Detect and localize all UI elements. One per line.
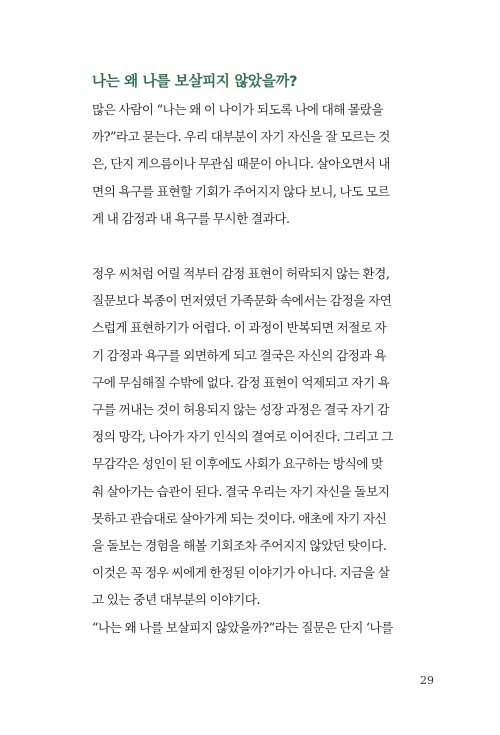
text-line: 많은 사람이 “나는 왜 이 나이가 되도록 나에 대해 몰랐을 [92, 102, 384, 117]
text-line: 춰 살아가는 습관이 된다. 결국 우리는 자기 자신을 돌보지 [92, 483, 390, 499]
text-line: 무감각은 성인이 된 이후에도 사회가 요구하는 방식에 맞 [92, 456, 383, 472]
text-line: 이것은 꼭 정우 씨에게 한정된 이야기가 아니다. 지금을 살 [92, 565, 390, 581]
text-line: 을 돌보는 경험을 해볼 기회조차 주어지지 않았던 탓이다. [92, 538, 387, 554]
text-line: 구에 무심해질 수밖에 없다. 감정 표현이 억제되고 자기 욕 [92, 374, 390, 390]
text-line: 은, 단지 게으름이나 무관심 때문이 아니다. 살아오면서 내 [92, 156, 390, 172]
paragraph-2 [92, 260, 437, 641]
text-line: 스럽게 표현하기가 어렵다. 이 과정이 반복되면 저절로 자 [92, 320, 387, 336]
text-line: “나는 왜 나를 보살피지 않았을까?”라는 질문은 단지 ‘나를 [92, 619, 393, 635]
text-line: 정우 씨처럼 어릴 적부터 감정 표현이 허락되지 않는 환경, [92, 266, 390, 281]
section-heading: 나는 왜 나를 보살피지 않았을까? [92, 74, 298, 90]
page-number: 29 [420, 674, 434, 687]
text-line: 질문보다 복종이 먼저였던 가족문화 속에서는 감정을 자연 [92, 293, 392, 309]
paragraph-1 [92, 96, 437, 232]
text-line: 구를 꺼내는 것이 허용되지 않는 성장 과정은 결국 자기 감 [92, 402, 389, 418]
text-line: 못하고 관습대로 살아가게 되는 것이다. 애초에 자기 자신 [92, 510, 387, 526]
text-line: 기 감정과 욕구를 외면하게 되고 결국은 자신의 감정과 욕 [92, 347, 386, 363]
text-line: 까?”라고 묻는다. 우리 대부분이 자기 자신을 잘 모르는 것 [92, 129, 391, 145]
text-line: 면의 욕구를 표현할 기회가 주어지지 않다 보니, 나도 모르 [92, 183, 390, 199]
text-line: 고 있는 중년 대부분의 이야기다. [92, 592, 261, 608]
text-line: 게 내 감정과 내 욕구를 무시한 결과다. [92, 210, 290, 226]
text-line: 정의 망각, 나아가 자기 인식의 결여로 이어진다. 그리고 그 [92, 429, 393, 445]
